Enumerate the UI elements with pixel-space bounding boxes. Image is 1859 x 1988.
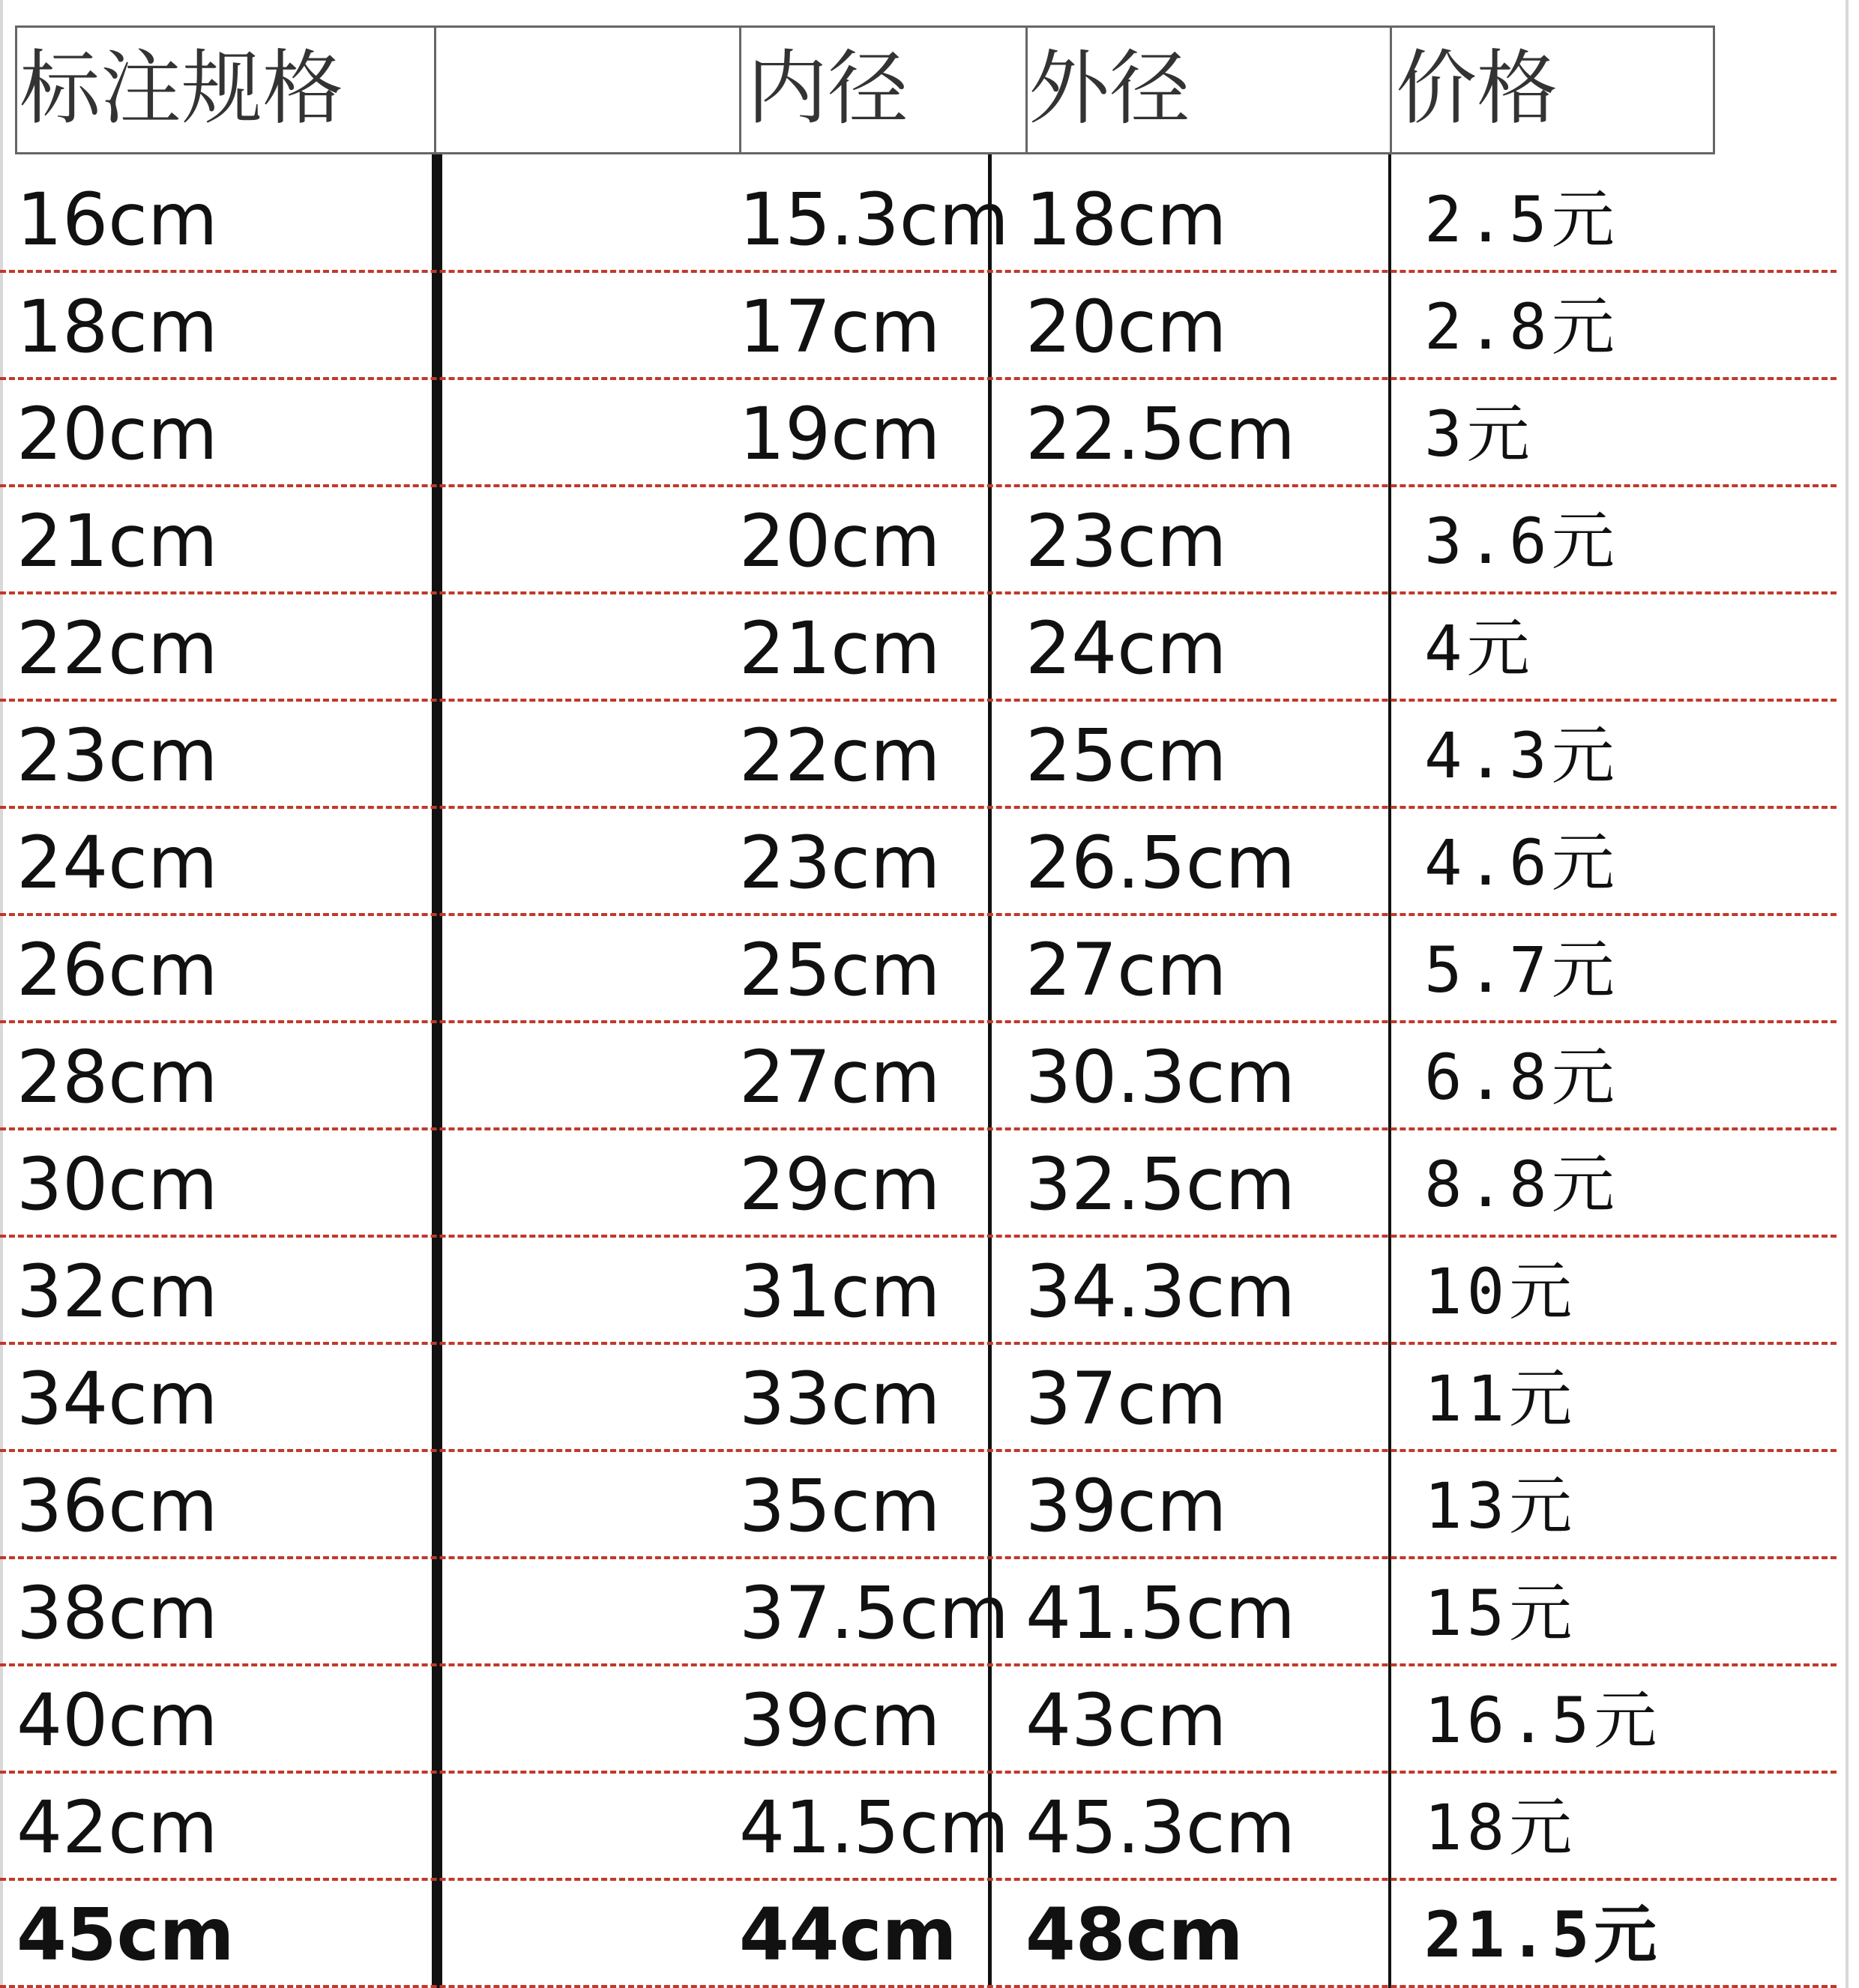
table-row <box>0 1666 1859 1773</box>
inner-diameter-cell: 41.5cm <box>739 1786 1010 1870</box>
outer-diameter-cell: 20cm <box>1025 285 1227 369</box>
inner-diameter-cell: 21cm <box>739 606 941 690</box>
header-outer-label: 外径 <box>1028 42 1191 136</box>
inner-diameter-cell: 20cm <box>739 499 941 583</box>
inner-diameter-cell: 15.3cm <box>739 178 1010 262</box>
table-row <box>0 1558 1859 1666</box>
outer-diameter-cell: 43cm <box>1025 1678 1227 1762</box>
table-row <box>0 808 1859 915</box>
spec-cell: 38cm <box>16 1571 218 1655</box>
spec-cell: 24cm <box>16 821 218 905</box>
spec-cell: 21cm <box>16 499 218 583</box>
header-price-label: 价格 <box>1396 42 1558 136</box>
table-row <box>0 272 1859 379</box>
inner-diameter-cell: 22cm <box>739 714 941 798</box>
outer-diameter-cell: 37cm <box>1025 1357 1227 1441</box>
price-cell: 21.5元 <box>1424 1898 1662 1972</box>
header-cell-blank <box>434 25 741 154</box>
inner-diameter-cell: 33cm <box>739 1357 941 1441</box>
table-row <box>0 487 1859 594</box>
outer-diameter-cell: 18cm <box>1025 178 1227 262</box>
spec-cell: 34cm <box>16 1357 218 1441</box>
price-cell: 8.8元 <box>1424 1148 1619 1221</box>
outer-diameter-cell: 25cm <box>1025 714 1227 798</box>
spec-cell: 23cm <box>16 714 218 798</box>
spec-cell: 28cm <box>16 1035 218 1119</box>
table-row <box>0 1130 1859 1237</box>
table-row <box>0 915 1859 1022</box>
dashed-row-divider <box>0 1985 1837 1988</box>
outer-diameter-cell: 45.3cm <box>1025 1786 1296 1870</box>
inner-diameter-cell: 23cm <box>739 821 941 905</box>
inner-diameter-cell: 39cm <box>739 1678 941 1762</box>
table-row <box>0 1237 1859 1344</box>
inner-diameter-cell: 44cm <box>739 1893 957 1977</box>
spec-cell: 32cm <box>16 1250 218 1334</box>
inner-diameter-cell: 31cm <box>739 1250 941 1334</box>
spec-cell: 20cm <box>16 392 218 476</box>
table-row <box>0 1880 1859 1987</box>
price-cell: 3.6元 <box>1424 504 1619 578</box>
table-row <box>0 1773 1859 1880</box>
spec-cell: 36cm <box>16 1464 218 1548</box>
price-cell: 4.3元 <box>1424 719 1619 792</box>
outer-diameter-cell: 32.5cm <box>1025 1142 1296 1226</box>
inner-diameter-cell: 35cm <box>739 1464 941 1548</box>
price-cell: 2.5元 <box>1424 183 1619 256</box>
price-cell: 4元 <box>1424 612 1534 685</box>
table-row <box>0 701 1859 808</box>
price-cell: 6.8元 <box>1424 1040 1619 1114</box>
outer-diameter-cell: 24cm <box>1025 606 1227 690</box>
outer-diameter-cell: 30.3cm <box>1025 1035 1296 1119</box>
price-cell: 13元 <box>1424 1469 1577 1543</box>
spec-cell: 16cm <box>16 178 218 262</box>
price-cell: 2.8元 <box>1424 290 1619 364</box>
spec-cell: 18cm <box>16 285 218 369</box>
spec-cell: 45cm <box>16 1893 235 1977</box>
table-row <box>0 1022 1859 1130</box>
header-inner-label: 内径 <box>747 42 909 136</box>
spec-cell: 22cm <box>16 606 218 690</box>
inner-diameter-cell: 37.5cm <box>739 1571 1010 1655</box>
outer-diameter-cell: 39cm <box>1025 1464 1227 1548</box>
outer-diameter-cell: 34.3cm <box>1025 1250 1296 1334</box>
spec-cell: 30cm <box>16 1142 218 1226</box>
inner-diameter-cell: 17cm <box>739 285 941 369</box>
spec-cell: 40cm <box>16 1678 218 1762</box>
outer-diameter-cell: 22.5cm <box>1025 392 1296 476</box>
inner-diameter-cell: 29cm <box>739 1142 941 1226</box>
outer-diameter-cell: 27cm <box>1025 928 1227 1012</box>
table-row <box>0 594 1859 701</box>
outer-diameter-cell: 41.5cm <box>1025 1571 1296 1655</box>
price-cell: 4.6元 <box>1424 826 1619 900</box>
price-cell: 3元 <box>1424 397 1534 471</box>
price-cell: 15元 <box>1424 1576 1577 1650</box>
table-row <box>0 1344 1859 1451</box>
price-cell: 10元 <box>1424 1255 1577 1328</box>
outer-diameter-cell: 23cm <box>1025 499 1227 583</box>
outer-diameter-cell: 48cm <box>1025 1893 1244 1977</box>
spec-cell: 42cm <box>16 1786 218 1870</box>
inner-diameter-cell: 19cm <box>739 392 941 476</box>
price-cell: 5.7元 <box>1424 933 1619 1007</box>
price-cell: 11元 <box>1424 1362 1577 1436</box>
price-cell: 16.5元 <box>1424 1684 1662 1757</box>
table-row <box>0 165 1859 272</box>
header-spec-label: 标注规格 <box>19 42 344 136</box>
price-cell: 18元 <box>1424 1791 1577 1864</box>
inner-diameter-cell: 27cm <box>739 1035 941 1119</box>
table-row <box>0 1451 1859 1558</box>
spec-cell: 26cm <box>16 928 218 1012</box>
table-row <box>0 379 1859 487</box>
inner-diameter-cell: 25cm <box>739 928 941 1012</box>
outer-diameter-cell: 26.5cm <box>1025 821 1296 905</box>
